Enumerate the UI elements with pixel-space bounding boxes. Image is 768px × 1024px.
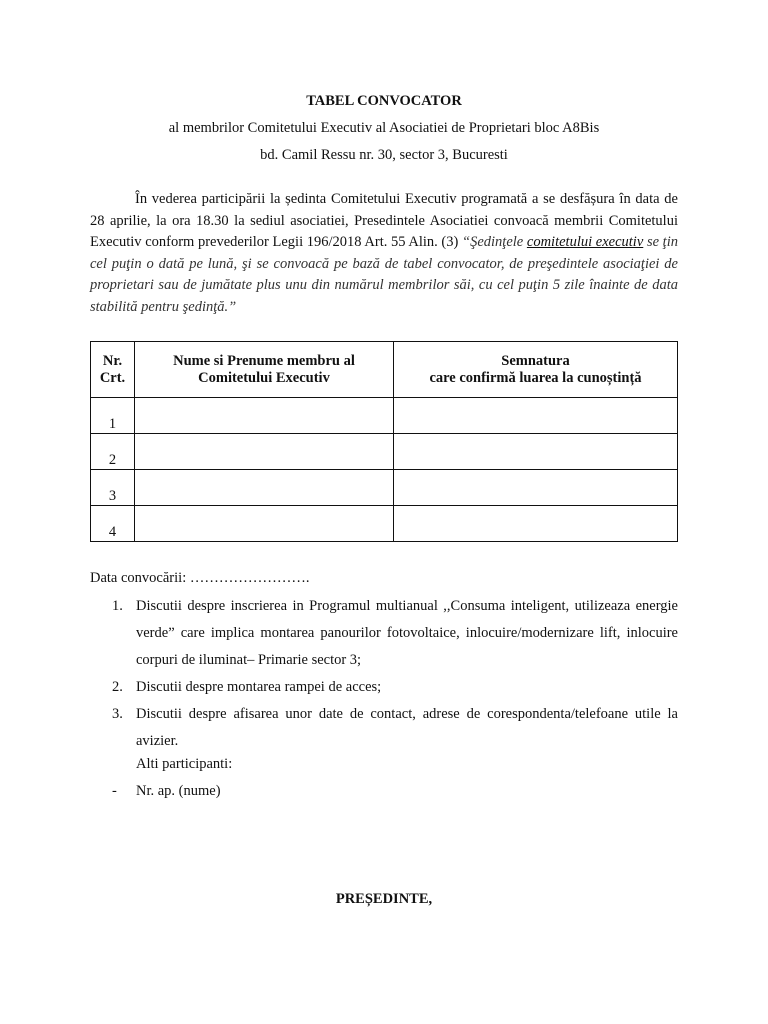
agenda-item (90, 674, 678, 701)
agenda-item-text: Discutii despre inscrierea in Programul multianual ,,Consuma inteligent, utilizeaza energie verde” care implica montarea panourilor fotovoltaice, inlocuire/modernizare lift, inlocuire corpuri de iluminat– Primarie sector 3; (136, 598, 678, 668)
header-name (135, 342, 394, 398)
agenda-item-number: 1. (112, 598, 123, 614)
agenda-item-text: Discutii despre afisarea unor date de contact, adrese de corespondenta/telefoane utile la avizier. (136, 706, 678, 749)
row-number: 2 (91, 434, 135, 470)
signature-cell[interactable] (394, 470, 678, 506)
intro-paragraph (90, 189, 678, 318)
header-name-line1: Nume si Prenume membru al (173, 352, 355, 369)
participant-dash: - (112, 783, 117, 799)
agenda-item (90, 593, 678, 674)
row-number: 4 (91, 506, 135, 542)
table-row (91, 506, 678, 542)
document-subtitle-address: bd. Camil Ressu nr. 30, sector 3, Bucuresti (260, 147, 508, 163)
agenda-item (90, 701, 678, 755)
other-participants-label: Alti participanti: (136, 756, 233, 772)
row-number: 1 (91, 398, 135, 434)
document-title: TABEL CONVOCATOR (306, 93, 462, 109)
header-sign-line1: Semnatura (501, 352, 570, 369)
participant-text: Nr. ap. (nume) (136, 783, 221, 799)
header-name-line2: Comitetului Executiv (198, 369, 330, 386)
convocation-table (90, 341, 678, 542)
member-name-cell[interactable] (135, 470, 394, 506)
signature-cell[interactable] (394, 398, 678, 434)
member-name-cell[interactable] (135, 398, 394, 434)
table-row (91, 398, 678, 434)
agenda-list (90, 593, 678, 755)
quote-rest: se ţin cel puţin o dată pe lună, şi se convoacă pe bază de tabel convocator, de preşedintele asociaţiei de proprietari sau de jumătate plus unu din numărul membrilor săi, cu cel puţin 5 zile înainte de data stabilită pentru şedinţă.” (90, 234, 678, 315)
table-row (91, 434, 678, 470)
table-header-row (91, 342, 678, 398)
agenda-item-text: Discutii despre montarea rampei de acces; (136, 679, 382, 695)
header-nr-line2: Crt. (99, 369, 126, 386)
table-row (91, 470, 678, 506)
agenda-item-number: 2. (112, 679, 123, 695)
agenda-item-number: 3. (112, 706, 123, 722)
convocation-date: Data convocării: ……………………. (90, 570, 310, 586)
header-nr (91, 342, 135, 398)
member-name-cell[interactable] (135, 434, 394, 470)
document-subtitle-association: al membrilor Comitetului Executiv al Asociatiei de Proprietari bloc A8Bis (168, 120, 600, 136)
header-nr-line1: Nr. (102, 352, 123, 369)
header-signature (394, 342, 678, 398)
quote-underlined: comitetului executiv (526, 234, 644, 250)
intro-text: În vederea participării la ședinta Comitetului Executiv programată a se desfășura în data de 28 aprilie, la ora 18.30 la sediul asociatiei, Presedintele Asociatiei convoacă membrii Comitetului Executiv conform prevederilor Legii 196/2018 Art. 55 Alin. (3) (90, 191, 678, 250)
member-name-cell[interactable] (135, 506, 394, 542)
row-number: 3 (91, 470, 135, 506)
quote-open: “Şedinţele (462, 234, 527, 250)
signature-cell[interactable] (394, 434, 678, 470)
header-sign-line2: care confirmă luarea la cunoștință (429, 369, 642, 386)
signature-cell[interactable] (394, 506, 678, 542)
president-signature-label: PREȘEDINTE, (335, 891, 433, 907)
